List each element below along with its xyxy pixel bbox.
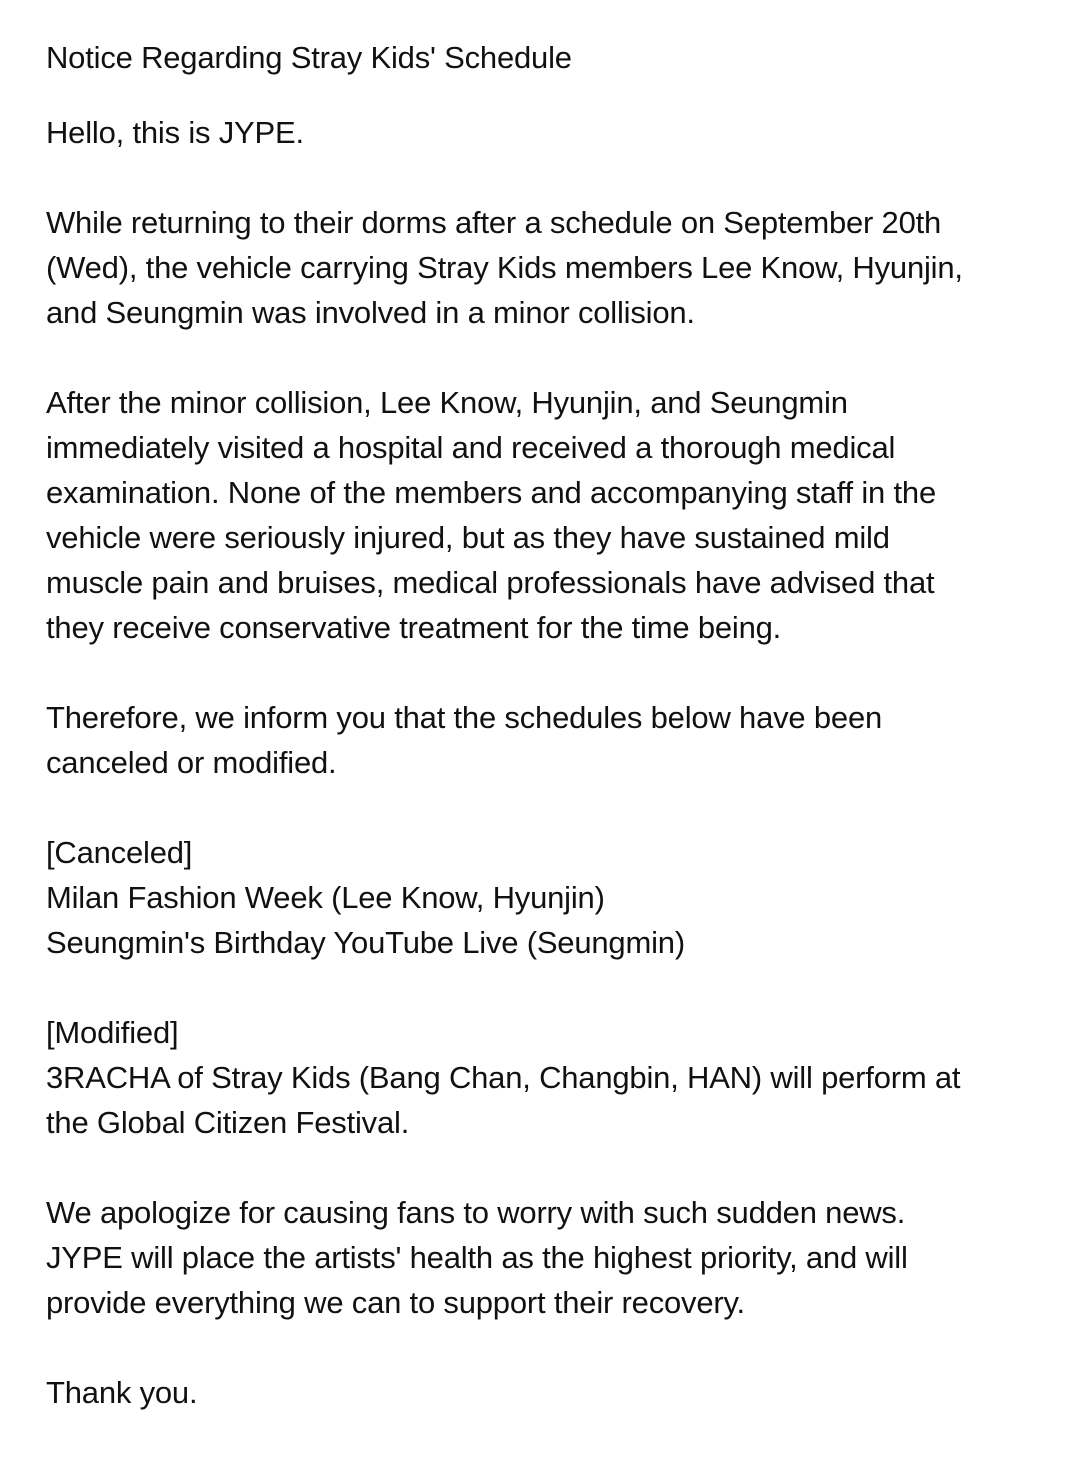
paragraph-line: Therefore, we inform you that the schedules below have been	[46, 700, 883, 735]
modified-heading: [Modified]	[46, 1015, 179, 1050]
paragraph-line: (Wed), the vehicle carrying Stray Kids members Lee Know, Hyunjin,	[46, 250, 963, 285]
paragraph-line: We apologize for causing fans to worry with such sudden news.	[46, 1195, 906, 1230]
paragraph-line: they receive conservative treatment for the time being.	[46, 610, 782, 645]
paragraph-line: provide everything we can to support their recovery.	[46, 1285, 745, 1320]
paragraph-line: While returning to their dorms after a schedule on September 20th	[46, 205, 942, 240]
closing-line: Thank you.	[46, 1375, 198, 1410]
modified-item: 3RACHA of Stray Kids (Bang Chan, Changbin, HAN) will perform at	[46, 1060, 961, 1095]
paragraph-line: immediately visited a hospital and received a thorough medical	[46, 430, 896, 465]
paragraph-line: JYPE will place the artists' health as the highest priority, and will	[46, 1240, 908, 1275]
canceled-item: Milan Fashion Week (Lee Know, Hyunjin)	[46, 880, 605, 915]
paragraph-line: After the minor collision, Lee Know, Hyunjin, and Seungmin	[46, 385, 848, 420]
paragraph-line: and Seungmin was involved in a minor collision.	[46, 295, 695, 330]
paragraph-line: vehicle were seriously injured, but as they have sustained mild	[46, 520, 890, 555]
incident-paragraph	[46, 200, 1046, 335]
notice-document	[46, 35, 1046, 1415]
paragraph-line: canceled or modified.	[46, 745, 337, 780]
notice-title: Notice Regarding Stray Kids' Schedule	[46, 40, 572, 75]
canceled-item: Seungmin's Birthday YouTube Live (Seungmin)	[46, 925, 685, 960]
greeting: Hello, this is JYPE.	[46, 115, 304, 150]
apology-paragraph	[46, 1190, 1046, 1325]
canceled-heading: [Canceled]	[46, 835, 193, 870]
therefore-paragraph	[46, 695, 1046, 785]
modified-section	[46, 1010, 1046, 1145]
canceled-section	[46, 830, 1046, 965]
medical-paragraph	[46, 380, 1046, 650]
paragraph-line: muscle pain and bruises, medical professionals have advised that	[46, 565, 935, 600]
modified-item: the Global Citizen Festival.	[46, 1105, 410, 1140]
paragraph-line: examination. None of the members and accompanying staff in the	[46, 475, 936, 510]
